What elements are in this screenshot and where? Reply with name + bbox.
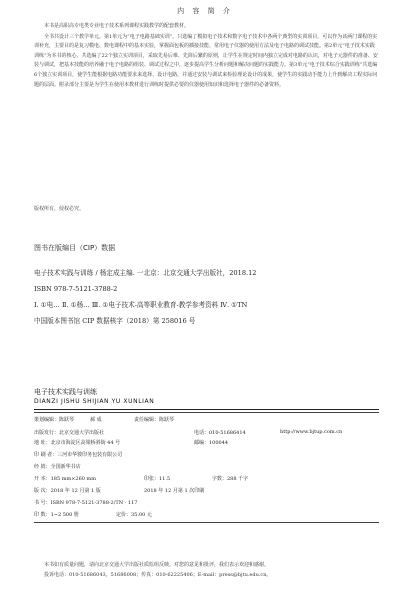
editor-name: 郝 成 xyxy=(90,417,102,423)
book-title: 电子技术实践与训练 xyxy=(34,388,97,396)
divider xyxy=(34,522,379,523)
cip-line: ISBN 978-7-5121-3788-2 xyxy=(34,285,118,293)
divider xyxy=(34,412,379,413)
distributor: 经 销：全国新华书店 xyxy=(34,464,81,470)
notice-line: 本书如有质量问题，请向北京交通大学出版社质监组反映。对您的意见和批评，我们表示欢迎和感谢。 xyxy=(44,562,270,568)
address: 地 址：北京市海淀区高梁桥斜街 44 号 xyxy=(34,440,121,446)
summary-paragraph: 本书是高职高专电类专业电子技术系列课程实践教学的配套教材。 xyxy=(44,23,190,29)
cip-title: 图书在版编目（CIP）数据 xyxy=(34,244,116,252)
printing: 2018 年 12 月第 1 次印刷 xyxy=(144,488,205,494)
responsible-editor: 责任编辑：陈跃琴 xyxy=(134,417,175,423)
website: http://www.bjtup.com.cn xyxy=(280,429,343,435)
price: 定价：35.00 元 xyxy=(116,512,152,518)
summary-paragraph: 全书共设计三个教学单元。第1单元为“电子电路基础实训”，只选编了模拟电子技术和数字电子技术中各两个典型的实训项目，可以作为该两门课程的实训补充，主要目的是复习模电、数电课程中的基本实验，掌握面包板的插接技能、常用电子仪器的使用方法及电子电路的调试技能。第2单元“电子技术实践训练”为本书的核心，共选编了22个独立实训项目，采取先易后难、先简后繁的原则，让学生在规定时间内独立完成对电路的认识，对电子元器件的准备、安装与调试，把基本技能的培养融于电子电路的组装、调试过程之中，逐步提高学生分析问题和解决问题的实践能力。第3单元“电子技术综合实践训练”共选编6个独立实训项目，使学生能根据电路功能要求来选择、设计电路，并通过安装与调试来检验理论设计的成果，使学生的实践动手能力上升到解决工程实际问题的层面。附录部分主要是为学生在使用本教材进行训练时提供必要的仪器使用知识和选择电子器件的必备资料。 xyxy=(34,33,378,88)
postcode: 邮编：100044 xyxy=(194,440,229,446)
sheets: 印张：11.5 xyxy=(144,476,171,482)
quality-notice xyxy=(34,560,379,580)
section-heading: 内 容 简 介 xyxy=(177,7,233,15)
cip-line: 电子技术实践与训练 / 杨定成主编. 一北京：北京交通大学出版社，2018.12 xyxy=(34,269,257,277)
phone: 电话：010-51686414 xyxy=(194,430,246,436)
page-size: 开 本：185 mm×260 mm xyxy=(34,476,97,482)
isbn: 书 号：ISBN 978-7-5121-3788-2/TN · 117 xyxy=(34,500,138,506)
book-pinyin: DIANZI JISHU SHIJIAN YU XUNLIAN xyxy=(34,398,155,405)
planning-editor: 策划编辑：陈跃琴 xyxy=(34,417,75,423)
notice-line: 投诉电话：010-51686043，51686008；传真：010-62225406；E-mail：press@bjtu.edu.cn。 xyxy=(44,572,272,578)
edition: 版 次：2018 年 12 月第 1 版 xyxy=(34,488,101,494)
cip-record xyxy=(34,265,394,329)
publisher: 出版发行：北京交通大学出版社 xyxy=(34,430,105,436)
divider xyxy=(34,409,379,410)
copies: 印 数：1~2 500 册 xyxy=(34,512,79,518)
cip-line: 中国版本图书馆 CIP 数据核字（2018）第 258016 号 xyxy=(34,317,196,325)
content-summary xyxy=(34,22,379,91)
rights-notice: 版权所有，侵权必究。 xyxy=(34,206,85,212)
word-count: 字数：288 千字 xyxy=(212,476,249,482)
printer: 印 刷 者：三河市华骏印务包装有限公司 xyxy=(34,452,123,458)
cip-line: Ⅰ. ①电… Ⅱ. ①杨… Ⅲ. ①电子技术-高等职业教育-教学参考资料 Ⅳ. ①TN xyxy=(34,301,248,309)
